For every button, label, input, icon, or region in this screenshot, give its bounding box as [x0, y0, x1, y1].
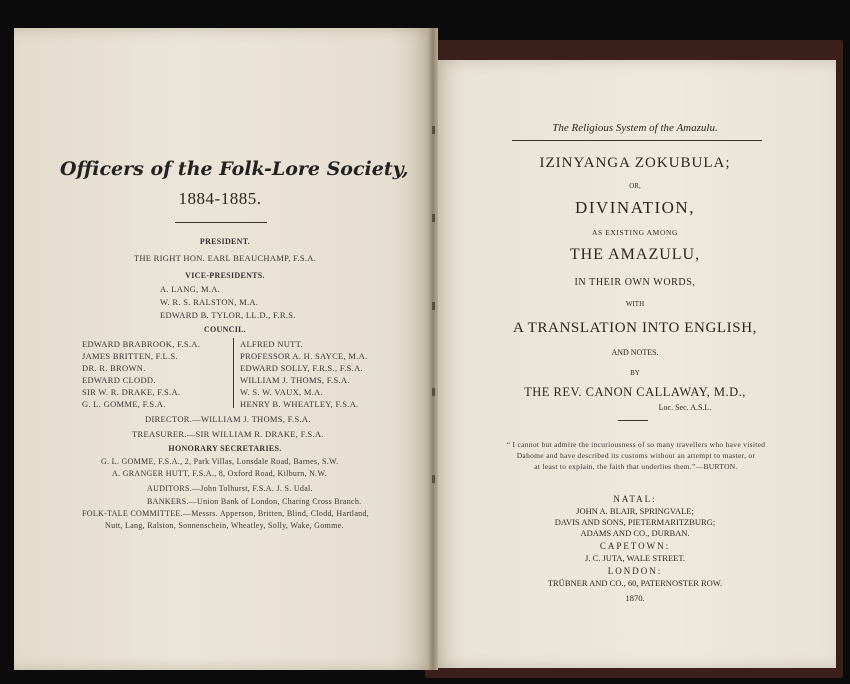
vice-president: W. R. S. RALSTON, M.A. [160, 297, 259, 307]
council-member: DR. R. BROWN. [82, 363, 146, 373]
president-label: PRESIDENT. [199, 237, 251, 246]
binding-stitch [432, 388, 435, 396]
title-izinyanga: IZINYANGA ZOKUBULA; [539, 155, 731, 171]
binding-stitch [432, 126, 435, 134]
natal-label: NATAL: [613, 494, 657, 504]
series-rule [512, 140, 762, 141]
natal-publisher: JOHN A. BLAIR, SPRINGVALE; [576, 506, 694, 516]
council-member: JAMES BRITTEN, F.L.S. [82, 351, 178, 361]
publication-year: 1870. [625, 593, 645, 603]
title-divination: DIVINATION, [575, 198, 695, 217]
series-title: The Religious System of the Amazulu. [552, 122, 718, 134]
capetown-label: CAPETOWN: [599, 541, 671, 551]
book-gutter [428, 28, 438, 670]
hon-secretary: A. GRANGER HUTT, F.S.A., 8, Oxford Road, Kilburn, N.W. [112, 469, 327, 478]
translation-line: A TRANSLATION INTO ENGLISH, [513, 320, 757, 336]
council-member: W. S. W. VAUX, M.A. [240, 387, 324, 397]
hon-secretary: G. L. GOMME, F.S.A., 2, Park Villas, Lonsdale Road, Barnes, S.W. [101, 457, 339, 466]
vice-president: EDWARD B. TYLOR, LL.D., F.R.S. [160, 310, 296, 320]
council-member: HENRY B. WHEATLEY, F.S.A. [240, 399, 359, 409]
auditors-line: AUDITORS.—John Tolhurst, F.S.A. J. S. Udal. [147, 484, 313, 493]
hon-sec-label: HONORARY SECRETARIES. [168, 444, 282, 453]
council-member: SIR W. R. DRAKE, F.S.A. [82, 387, 181, 397]
epigraph-line: “ I cannot but admire the incuriousness of so many travellers who have visited [506, 440, 766, 449]
own-words: IN THEIR OWN WORDS, [574, 277, 696, 288]
left-page [14, 28, 432, 670]
right-page [432, 60, 836, 668]
president-name: THE RIGHT HON. EARL BEAUCHAMP, F.S.A. [133, 253, 317, 263]
existing-among: AS EXISTING AMONG [591, 228, 679, 237]
author-name: THE REV. CANON CALLAWAY, M.D., [524, 385, 746, 399]
london-label: LONDON: [607, 566, 663, 576]
capetown-publisher: J. C. JUTA, WALE STREET. [584, 553, 686, 563]
folk-tale-committee: Nutt, Lang, Ralston, Sonnenschein, Wheatley, Solly, Wake, Gomme. [105, 521, 344, 530]
title-amazulu: THE AMAZULU, [569, 246, 701, 263]
binding-stitch [432, 475, 435, 483]
council-label: COUNCIL. [203, 325, 247, 334]
natal-publisher: ADAMS AND CO., DURBAN. [580, 528, 690, 538]
notes-line: AND NOTES. [611, 348, 659, 357]
vice-president: A. LANG, M.A. [160, 284, 221, 294]
council-divider [233, 338, 234, 408]
london-publisher: TRÜBNER AND CO., 60, PATERNOSTER ROW. [547, 578, 723, 588]
council-member: EDWARD CLODD. [82, 375, 156, 385]
bankers-line: BANKERS.—Union Bank of London, Charing Cross Branch. [147, 497, 362, 506]
council-member: G. L. GOMME, F.S.A. [82, 399, 166, 409]
director-line: DIRECTOR.—WILLIAM J. THOMS, F.S.A. [145, 414, 311, 424]
epigraph-line: Dahome and have described its customs without an attempt to master, or [516, 451, 756, 460]
treasurer-line: TREASURER.—SIR WILLIAM R. DRAKE, F.S.A. [132, 429, 324, 439]
left-heading: Officers of the Folk-Lore Society, [60, 158, 409, 180]
folk-tale-committee: FOLK-TALE COMMITTEE.—Messrs. Apperson, Britten, Blind, Clodd, Hartland, [82, 509, 370, 518]
short-rule [618, 420, 648, 421]
or-line: OR, [629, 182, 641, 190]
divider-rule [175, 222, 267, 223]
council-member: ALFRED NUTT. [240, 339, 303, 349]
council-member: EDWARD BRABROOK, F.S.A. [82, 339, 201, 349]
left-years: 1884-1885. [178, 189, 262, 208]
council-member: PROFESSOR A. H. SAYCE, M.A. [240, 351, 368, 361]
binding-stitch [432, 214, 435, 222]
epigraph-line: at least to explain, the faith that underlies them.”—BURTON. [534, 462, 738, 471]
with-line: WITH [625, 300, 645, 308]
author-title: Loc. Sec. A.S.L. [658, 403, 712, 412]
binding-stitch [432, 302, 435, 310]
vice-presidents-label: VICE-PRESIDENTS. [185, 271, 265, 280]
by-line: BY [630, 369, 640, 377]
council-member: EDWARD SOLLY, F.R.S., F.S.A. [240, 363, 363, 373]
council-member: WILLIAM J. THOMS, F.S.A. [240, 375, 350, 385]
natal-publisher: DAVIS AND SONS, PIETERMARITZBURG; [554, 517, 716, 527]
